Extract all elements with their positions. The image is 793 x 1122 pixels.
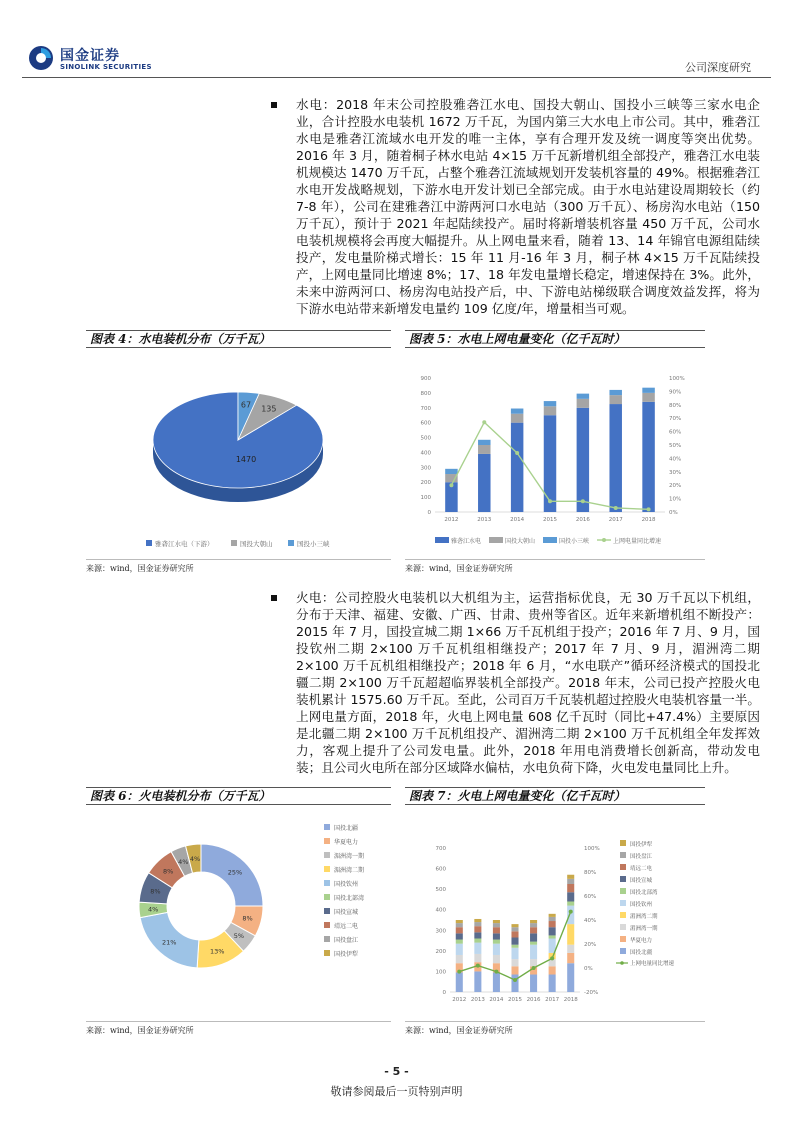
bar-segment <box>511 924 518 927</box>
bar-segment <box>493 923 500 927</box>
y2-tick-label: 80% <box>584 870 597 876</box>
legend-swatch <box>620 852 626 858</box>
bar-segment <box>530 927 537 933</box>
y-tick-label: 0 <box>427 510 431 516</box>
legend-swatch <box>489 537 503 543</box>
growth-rate-point <box>550 956 554 960</box>
pie-data-label: 1470 <box>235 455 257 464</box>
page-number: - 5 - <box>384 1065 409 1078</box>
bar-segment <box>577 394 589 399</box>
growth-rate-point <box>449 483 453 487</box>
bar-segment <box>567 884 574 892</box>
y-tick-label: 800 <box>420 390 431 397</box>
bar-segment <box>445 469 457 474</box>
figure-5-caption: 图表 5：水电上网电量变化（亿千瓦时） <box>405 330 705 348</box>
bar-segment <box>511 409 523 414</box>
y-tick-label: 500 <box>435 887 446 894</box>
bar-segment <box>511 966 518 974</box>
y2-tick-label: 100% <box>584 846 600 852</box>
legend-swatch <box>288 540 294 546</box>
bar-segment <box>642 388 654 393</box>
legend-label: 国投盘江 <box>630 854 653 860</box>
figure-4-caption: 图表 4：水电装机分布（万千瓦） <box>86 330 391 348</box>
bar-segment <box>511 937 518 944</box>
header-divider <box>22 77 771 78</box>
x-tick-label: 2013 <box>470 997 485 1003</box>
bar-segment <box>642 402 654 512</box>
bar-segment <box>511 945 518 948</box>
bar-segment <box>530 959 537 966</box>
figure-7-source: 来源：wind，国金证券研究所 <box>405 1021 705 1036</box>
bar-segment <box>530 942 537 945</box>
bar-segment <box>642 393 654 402</box>
growth-rate-point <box>457 970 461 974</box>
legend-label: 雅砻江水电 <box>451 538 482 545</box>
bar-segment <box>549 975 556 992</box>
bar-segment <box>474 943 481 954</box>
donut-data-label: 4% <box>147 905 159 914</box>
donut-data-label: 8% <box>150 887 161 896</box>
company-logo-icon <box>28 45 54 71</box>
bar-segment <box>567 901 574 905</box>
bullet-icon <box>271 102 277 108</box>
thermal-capacity-donut-chart <box>86 810 391 1022</box>
bar-segment <box>511 975 518 992</box>
hydro-generation-bar-chart <box>405 352 705 557</box>
legend-swatch <box>620 840 626 846</box>
legend-swatch <box>324 922 330 928</box>
figure-5-source: 来源：wind，国金证券研究所 <box>405 559 705 574</box>
figure-7-chart <box>405 810 705 1022</box>
bar-segment <box>474 932 481 938</box>
legend-swatch <box>324 936 330 942</box>
growth-rate-point <box>494 970 498 974</box>
bar-segment <box>549 921 556 927</box>
legend-label: 国投大朝山 <box>240 540 273 548</box>
bar-segment <box>577 399 589 408</box>
bar-segment <box>456 955 463 963</box>
growth-rate-point <box>513 978 517 982</box>
hydro-capacity-pie-chart <box>86 352 391 557</box>
y-tick-label: 400 <box>420 450 431 457</box>
donut-data-label: 4% <box>189 854 201 863</box>
y-tick-label: 700 <box>435 846 446 852</box>
y2-tick-label: 0% <box>584 966 593 972</box>
bar-segment <box>493 927 500 933</box>
donut-data-label: 13% <box>210 947 225 956</box>
bar-segment <box>478 454 490 512</box>
bar-segment <box>474 919 481 922</box>
bar-segment <box>530 923 537 927</box>
legend-label: 国投北部湾 <box>630 890 658 896</box>
bar-segment <box>609 395 621 404</box>
growth-rate-point <box>532 966 536 970</box>
figure-4-source: 来源：wind，国金证券研究所 <box>86 559 391 574</box>
y2-tick-label: 20% <box>669 483 682 490</box>
growth-rate-point <box>581 499 585 503</box>
y-tick-label: 500 <box>420 435 431 442</box>
y-tick-label: 100 <box>435 969 446 976</box>
legend-swatch <box>543 537 557 543</box>
y-tick-label: 300 <box>420 465 431 472</box>
legend-label: 上网电量同比增速 <box>613 538 662 545</box>
bar-segment <box>456 972 463 992</box>
legend-label: 国投北部湾 <box>334 895 365 902</box>
legend-swatch <box>231 540 237 546</box>
growth-rate-point <box>548 499 552 503</box>
x-tick-label: 2012 <box>452 997 467 1003</box>
bar-segment <box>567 906 574 925</box>
legend-swatch <box>620 876 626 882</box>
y2-tick-label: 100% <box>669 376 685 382</box>
figure-7-caption: 图表 7：火电上网电量变化（亿千瓦时） <box>405 787 705 805</box>
bar-segment <box>549 917 556 921</box>
figure-6-chart <box>86 810 391 1022</box>
thermal-paragraph: 火电：公司控股火电装机以大机组为主，运营指标优良，无 30 万千瓦以下机组，分布于天津、福建、安徽、广西、甘肃、贵州等省区。近年来新增机组不断投产：2015 年 7 月，国投宣城二期 1×66 万千瓦机组于投产；2016 年 7 月、9 月，国投钦州二期 2×100 万千瓦机组相继投产；2017 年 7 月、9 月，湄洲湾二期 2×100 万千瓦机组相继投产；2018 年 6 月，“水电联产”循环经济模式的国投北疆二期 2×100 万千瓦超超临界装机全部投产。2018 年末，公司已投产控股火电装机累计 1575.60 万千瓦。至此，公司百万千瓦装机超过控股火电装机容量一半。上网电量方面，2018 年，火电上网电量 608 亿千瓦时（同比+47.4%）主要原因是北疆二期 2×100 万千瓦机组投产、湄洲湾二期 2×100 万千瓦机组全年发挥效力，客观上提升了公司发电量。此外，2018 年用电消费增长创新高，带动发电装；且公司火电所在部分区域降水偏枯，水电负荷下降，火电发电量同比上升。 <box>296 590 760 775</box>
donut-data-label: 21% <box>162 938 177 947</box>
figure-6-caption: 图表 6：火电装机分布（万千瓦） <box>86 787 391 805</box>
y2-tick-label: 30% <box>669 469 682 476</box>
bar-segment <box>567 892 574 901</box>
y2-tick-label: 60% <box>584 894 597 900</box>
bar-segment <box>511 931 518 937</box>
legend-label: 国投小三峡 <box>297 540 330 548</box>
y2-tick-label: 80% <box>669 402 682 409</box>
bar-segment <box>478 445 490 454</box>
x-tick-label: 2014 <box>510 517 525 523</box>
y2-tick-label: 0% <box>669 510 678 516</box>
bar-segment <box>493 940 500 944</box>
bar-segment <box>544 415 556 512</box>
y2-tick-label: -20% <box>584 990 599 996</box>
hydro-paragraph: 水电：2018 年末公司控股雅砻江水电、国投大朝山、国投小三峡等三家水电企业，合计控股水电装机 1672 万千瓦，为国内第三大水电上市公司。其中，雅砻江水电是雅砻江流域水电开发的唯一主体，享有合理开发及统一调度等突出优势。2016 年 3 月，随着桐子林水电站 4×15 万千瓦新增机组全部投产，雅砻江水电装机规模达 1470 万千瓦，占整个雅砻江流域规划开发装机容量的 49%。根据雅砻江水电开发战略规划，下游水电开发计划已全部完成。由于水电站建设周期较长（约 7-8 年），公司在建雅砻江中游两河口水电站（300 万千瓦）、杨房沟水电站（150 万千瓦），预计于 2021 年起陆续投产。届时将新增装机容量 450 万千瓦，公司水电装机规模将会再度大幅提升。从上网电量来看，随着 13、14 年锦官电源组陆续投产，发电量阶梯式增长：15 年 11 月-16 年 3 月，桐子林 4×15 万千瓦陆续投产，上网电量同比增速 8%；17、18 年发电量增长稳定，增速保持在 3%。此外，未来中游两河口、杨房沟电站投产后，中、下游电站梯级联合调度效益发挥，将为下游水电站带来新增发电量约 109 亿度/年，增量相当可观。 <box>296 97 760 316</box>
legend-label: 国投北疆 <box>630 950 653 956</box>
legend-swatch <box>435 537 449 543</box>
y-tick-label: 900 <box>420 376 431 382</box>
legend-label: 国投钦州 <box>334 881 359 888</box>
legend-label: 国投大朝山 <box>505 538 536 545</box>
figure-5-chart <box>405 352 705 557</box>
pie-data-label: 135 <box>261 404 277 414</box>
logo-text-cn: 国金证券 <box>60 48 120 64</box>
bar-segment <box>474 939 481 943</box>
bar-segment <box>567 924 574 945</box>
legend-swatch <box>620 924 626 930</box>
bar-segment <box>567 963 574 992</box>
legend-swatch <box>620 912 626 918</box>
legend-swatch <box>602 538 606 542</box>
y-tick-label: 300 <box>435 928 446 935</box>
donut-data-label: 5% <box>233 931 245 940</box>
legend-swatch <box>146 540 152 546</box>
disclaimer-note: 敬请参阅最后一页特别声明 <box>330 1085 463 1098</box>
legend-swatch <box>620 864 626 870</box>
y-tick-label: 600 <box>435 866 446 873</box>
y2-tick-label: 50% <box>669 443 682 449</box>
bar-segment <box>456 927 463 933</box>
legend-label: 湄洲湾二期 <box>630 914 658 920</box>
y-tick-label: 100 <box>420 495 431 502</box>
bar-segment <box>456 933 463 939</box>
bar-segment <box>511 414 523 423</box>
bar-segment <box>493 972 500 992</box>
x-tick-label: 2016 <box>575 517 590 523</box>
x-tick-label: 2017 <box>545 997 560 1003</box>
bar-segment <box>549 914 556 917</box>
bar-segment <box>493 944 500 955</box>
figure-4-chart <box>86 352 391 557</box>
legend-swatch <box>324 824 330 830</box>
x-tick-label: 2018 <box>563 997 578 1003</box>
x-tick-label: 2018 <box>641 517 656 523</box>
legend-swatch <box>324 852 330 858</box>
bar-segment <box>511 959 518 966</box>
legend-swatch <box>620 936 626 942</box>
legend-label: 湄洲湾一期 <box>630 926 658 932</box>
legend-swatch <box>620 888 626 894</box>
bullet-icon <box>271 595 277 601</box>
bar-segment <box>530 945 537 959</box>
y-tick-label: 400 <box>435 907 446 914</box>
legend-label: 湄洲湾二期 <box>334 867 365 874</box>
pie-data-label: 67 <box>240 400 252 410</box>
legend-label: 雅砻江水电（下游） <box>155 540 214 548</box>
y-tick-label: 200 <box>435 948 446 955</box>
bar-segment <box>456 923 463 927</box>
growth-rate-point <box>614 506 618 510</box>
bar-segment <box>567 875 574 879</box>
y2-tick-label: 10% <box>669 496 682 503</box>
legend-label: 靖远二电 <box>630 866 653 872</box>
bar-segment <box>478 440 490 445</box>
legend-swatch <box>324 950 330 956</box>
bar-segment <box>609 390 621 395</box>
legend-label: 国投宣城 <box>334 909 359 916</box>
donut-data-label: 8% <box>162 867 174 876</box>
legend-swatch <box>620 961 624 965</box>
legend-swatch <box>324 908 330 914</box>
legend-label: 靖远二电 <box>334 923 359 930</box>
bar-segment <box>549 927 556 935</box>
bar-segment <box>493 920 500 923</box>
legend-label: 上网电量同比增速 <box>630 961 675 967</box>
growth-rate-point <box>647 507 651 511</box>
bar-segment <box>567 879 574 884</box>
donut-data-label: 4% <box>178 857 189 866</box>
x-tick-label: 2015 <box>543 517 557 523</box>
legend-label: 国投伊犁 <box>334 951 359 958</box>
legend-swatch <box>620 900 626 906</box>
legend-label: 国投北疆 <box>334 825 359 832</box>
bar-segment <box>530 933 537 941</box>
bar-segment <box>474 922 481 926</box>
x-tick-label: 2015 <box>508 997 522 1003</box>
legend-label: 华夏电力 <box>334 839 359 846</box>
legend-label: 国投伊犁 <box>630 842 653 848</box>
y2-tick-label: 70% <box>669 416 682 423</box>
growth-rate-point <box>569 910 573 914</box>
thermal-generation-bar-chart <box>405 810 705 1022</box>
legend-label: 湄洲湾一期 <box>334 853 365 860</box>
x-tick-label: 2017 <box>608 517 623 523</box>
bar-segment <box>544 406 556 415</box>
legend-swatch <box>324 894 330 900</box>
y-tick-label: 600 <box>420 420 431 427</box>
figure-6-source: 来源：wind，国金证券研究所 <box>86 1021 391 1036</box>
bar-segment <box>456 940 463 944</box>
y-tick-label: 200 <box>420 480 431 487</box>
logo-text-en: SINOLINK SECURITIES <box>60 63 152 71</box>
legend-label: 国投钦州 <box>630 902 653 908</box>
legend-label: 国投盘江 <box>334 937 359 944</box>
bar-segment <box>567 953 574 963</box>
bar-segment <box>530 975 537 992</box>
bar-segment <box>511 927 518 931</box>
bar-segment <box>549 966 556 974</box>
y2-tick-label: 90% <box>669 389 682 396</box>
bar-segment <box>474 954 481 962</box>
bar-segment <box>456 944 463 955</box>
bar-segment <box>549 935 556 938</box>
growth-rate-point <box>482 420 486 424</box>
y-tick-label: 0 <box>442 990 446 996</box>
y2-tick-label: 60% <box>669 429 682 436</box>
legend-label: 国投小三峡 <box>559 538 590 545</box>
bar-segment <box>456 920 463 923</box>
x-tick-label: 2013 <box>477 517 492 523</box>
bar-segment <box>474 926 481 932</box>
y2-tick-label: 20% <box>584 942 597 948</box>
legend-label: 国投宣城 <box>630 878 653 884</box>
donut-data-label: 8% <box>242 914 253 923</box>
report-type-label: 公司深度研究 <box>685 61 751 74</box>
bar-segment <box>474 971 481 992</box>
growth-rate-point <box>515 451 519 455</box>
bar-segment <box>530 920 537 923</box>
y2-tick-label: 40% <box>669 456 682 463</box>
legend-swatch <box>324 866 330 872</box>
legend-swatch <box>324 880 330 886</box>
bar-segment <box>567 945 574 953</box>
y-tick-label: 700 <box>420 405 431 412</box>
x-tick-label: 2014 <box>489 997 504 1003</box>
bar-segment <box>493 933 500 939</box>
y2-tick-label: 40% <box>584 918 597 924</box>
bar-segment <box>609 404 621 512</box>
bar-segment <box>511 948 518 959</box>
growth-rate-point <box>476 964 480 968</box>
bar-segment <box>577 408 589 512</box>
legend-swatch <box>620 948 626 954</box>
bar-segment <box>493 955 500 963</box>
legend-label: 华夏电力 <box>630 938 653 944</box>
bar-segment <box>544 401 556 406</box>
bar-segment <box>511 423 523 512</box>
x-tick-label: 2012 <box>444 517 459 523</box>
x-tick-label: 2016 <box>526 997 541 1003</box>
donut-data-label: 25% <box>227 868 243 877</box>
legend-swatch <box>324 838 330 844</box>
